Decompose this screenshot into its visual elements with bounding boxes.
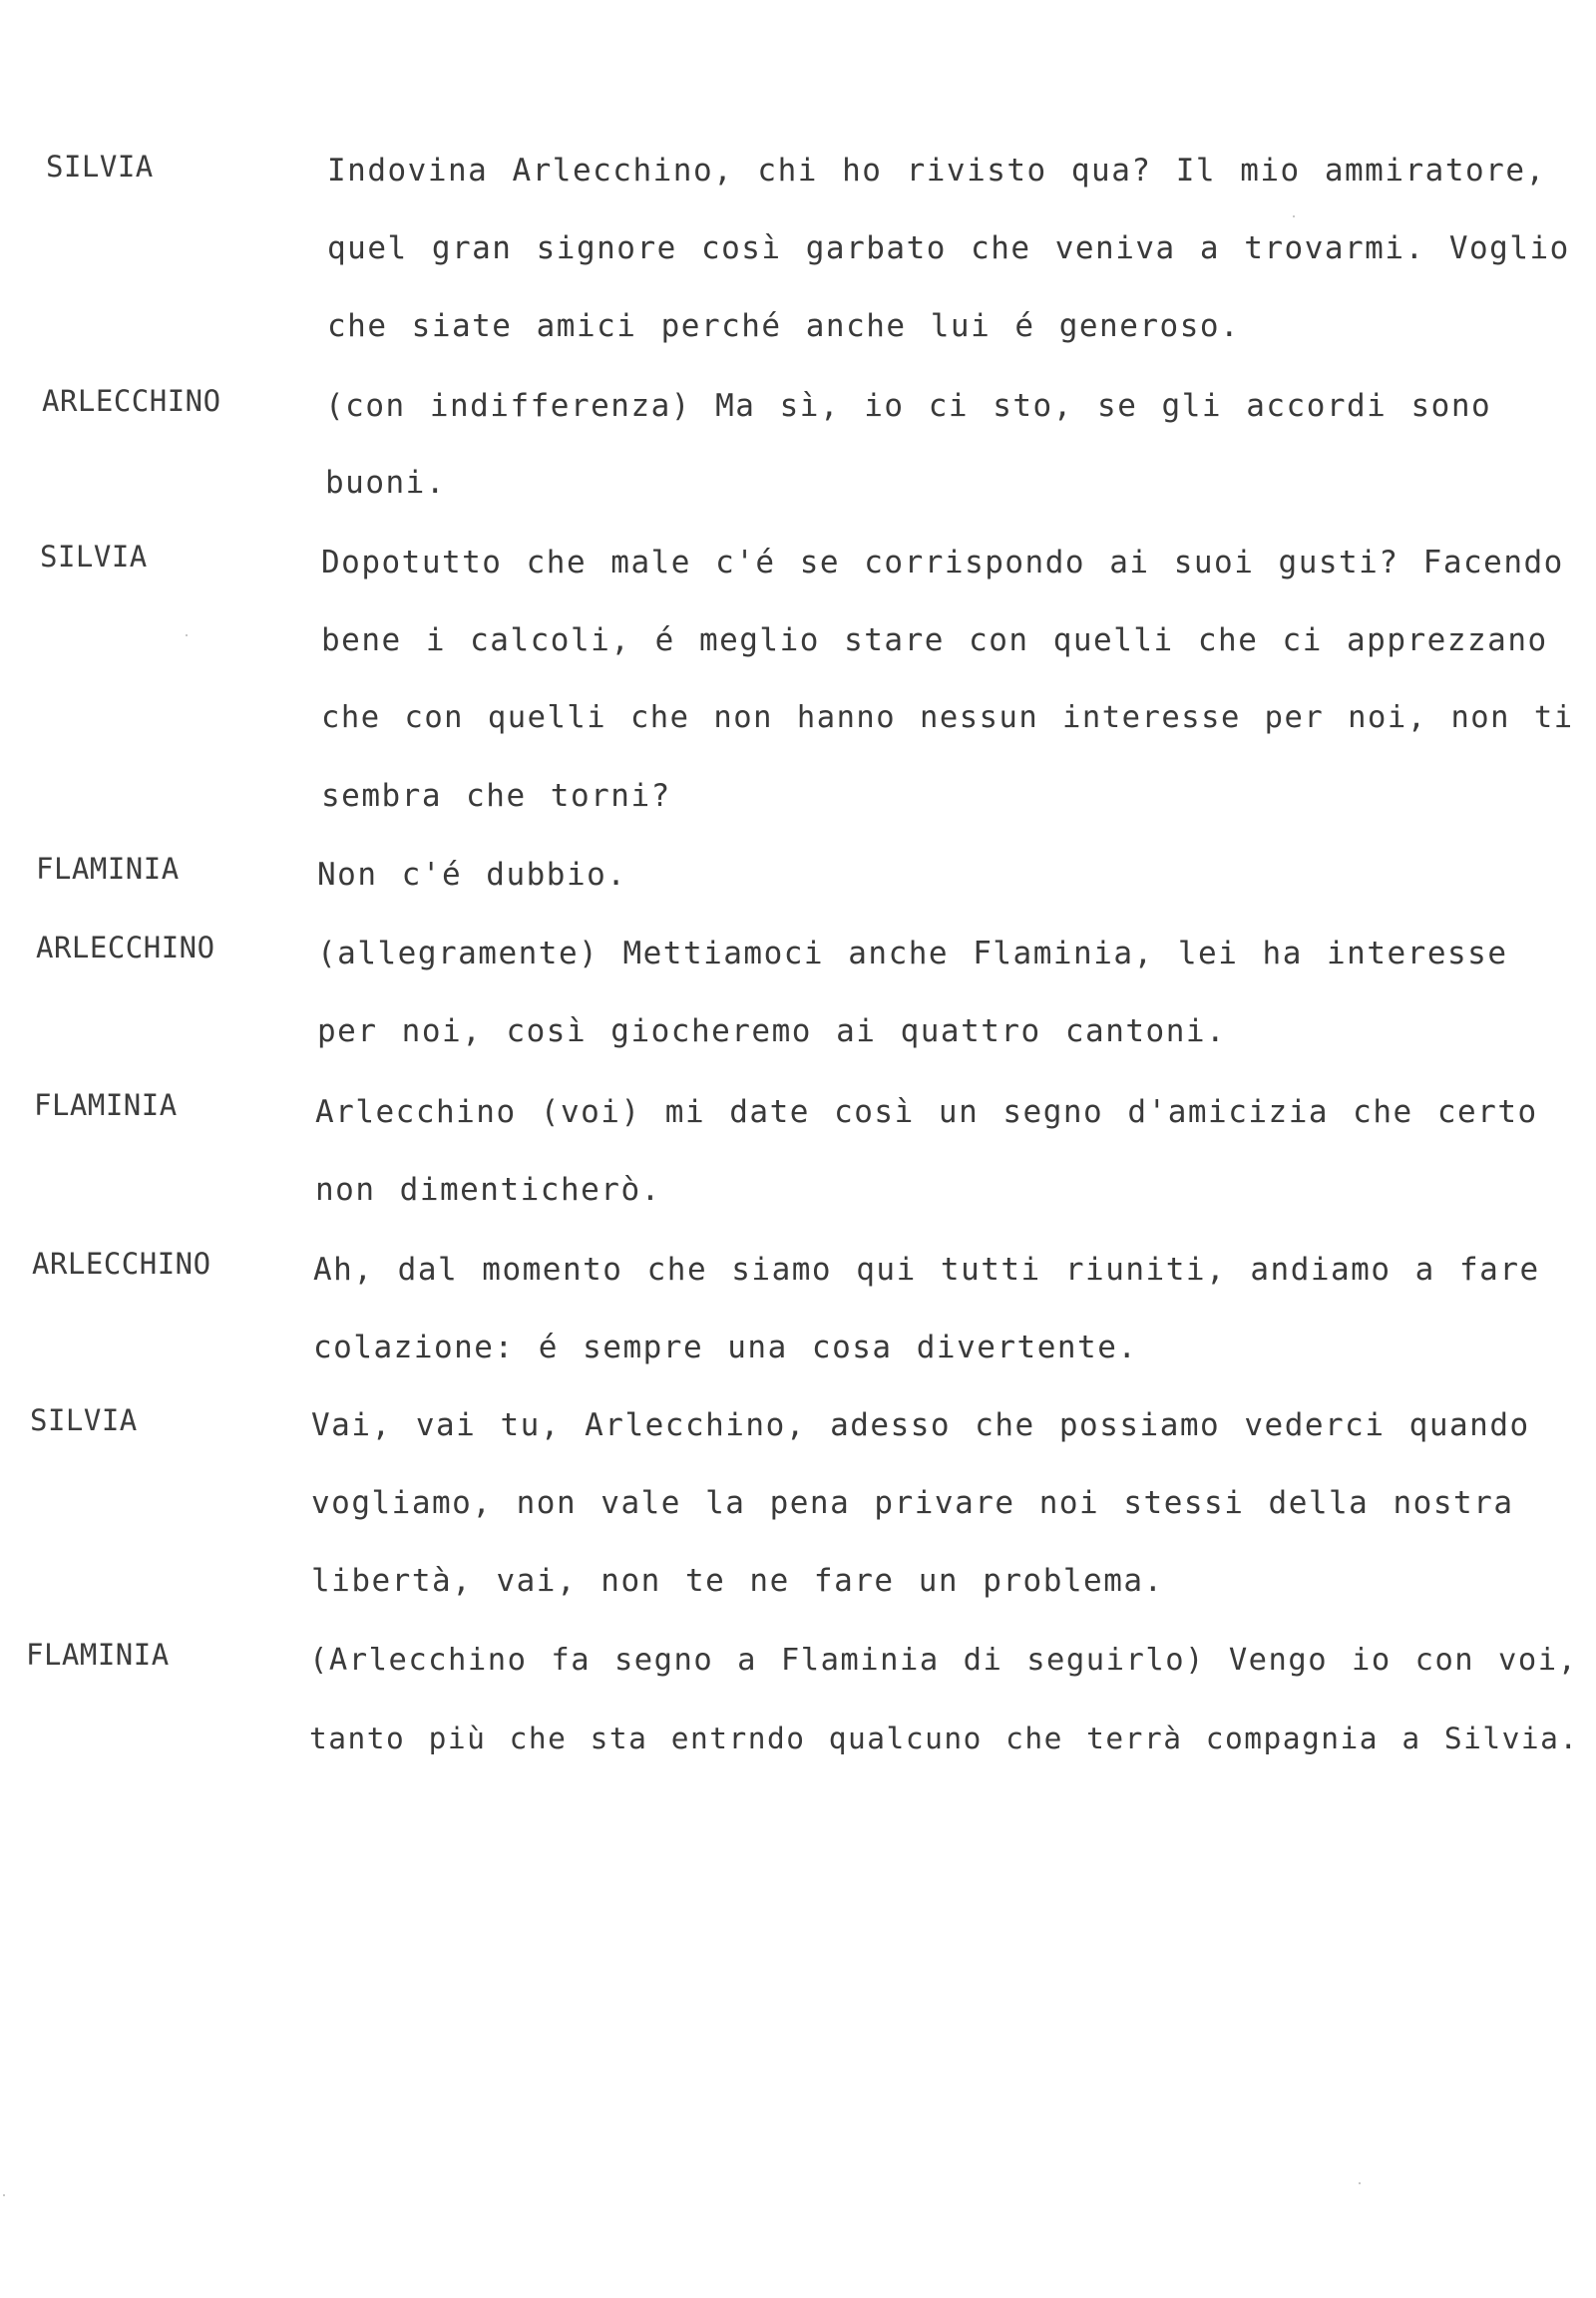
dialogue-line: Indovina Arlecchino, chi ho rivisto qua? Il mio ammiratore, — [327, 153, 1546, 189]
dialogue-line: colazione: é sempre una cosa divertente. — [313, 1330, 1138, 1365]
speaker-name: ARLECCHINO — [42, 384, 221, 418]
dialogue-line: vogliamo, non vale la pena privare noi stessi della nostra — [311, 1485, 1514, 1521]
scan-speck — [1359, 2182, 1361, 2184]
dialogue-line: tanto più che sta entrndo qualcuno che terrà compagnia a Silvia. — [309, 1722, 1579, 1755]
dialogue-line: bene i calcoli, é meglio stare con quelli che ci apprezzano — [321, 622, 1548, 658]
dialogue-line: Dopotutto che male c'é se corrispondo ai suoi gusti? Facendo — [321, 545, 1564, 580]
dialogue-line: Ah, dal momento che siamo qui tutti riuniti, andiamo a fare — [313, 1252, 1540, 1288]
dialogue-line: che con quelli che non hanno nessun interesse per noi, non ti — [321, 700, 1574, 735]
speaker-name: SILVIA — [40, 540, 148, 574]
dialogue-line: (con indifferenza) Ma sì, io ci sto, se gli accordi sono — [325, 388, 1492, 424]
dialogue-line: sembra che torni? — [321, 778, 671, 814]
dialogue-line: che siate amici perché anche lui é generoso. — [327, 308, 1241, 344]
dialogue-line: (allegramente) Mettiamoci anche Flaminia, lei ha interesse — [317, 936, 1508, 971]
speaker-name: SILVIA — [46, 150, 154, 184]
dialogue-line: Non c'é dubbio. — [317, 857, 627, 893]
speaker-name: FLAMINIA — [34, 1088, 178, 1122]
scan-speck — [186, 634, 188, 636]
dialogue-line: quel gran signore così garbato che veniva a trovarmi. Voglio — [327, 230, 1570, 266]
dialogue-line: Vai, vai tu, Arlecchino, adesso che possiamo vederci quando — [311, 1407, 1530, 1443]
dialogue-line: libertà, vai, non te ne fare un problema. — [311, 1563, 1164, 1599]
speaker-name: ARLECCHINO — [36, 931, 215, 964]
scan-speck — [3, 2194, 5, 2196]
speaker-name: FLAMINIA — [36, 852, 180, 886]
dialogue-line: non dimenticherò. — [315, 1172, 661, 1208]
speaker-name: SILVIA — [30, 1403, 138, 1437]
speaker-name: ARLECCHINO — [32, 1247, 211, 1281]
dialogue-line: per noi, così giocheremo ai quattro cantoni. — [317, 1013, 1227, 1049]
dialogue-line: (Arlecchino fa segno a Flaminia di seguirlo) Vengo io con voi, — [309, 1643, 1578, 1678]
dialogue-line: buoni. — [325, 465, 446, 501]
dialogue-line: Arlecchino (voi) mi date così un segno d'amicizia che certo — [315, 1094, 1538, 1130]
scan-speck — [1293, 215, 1295, 217]
speaker-name: FLAMINIA — [26, 1638, 170, 1672]
